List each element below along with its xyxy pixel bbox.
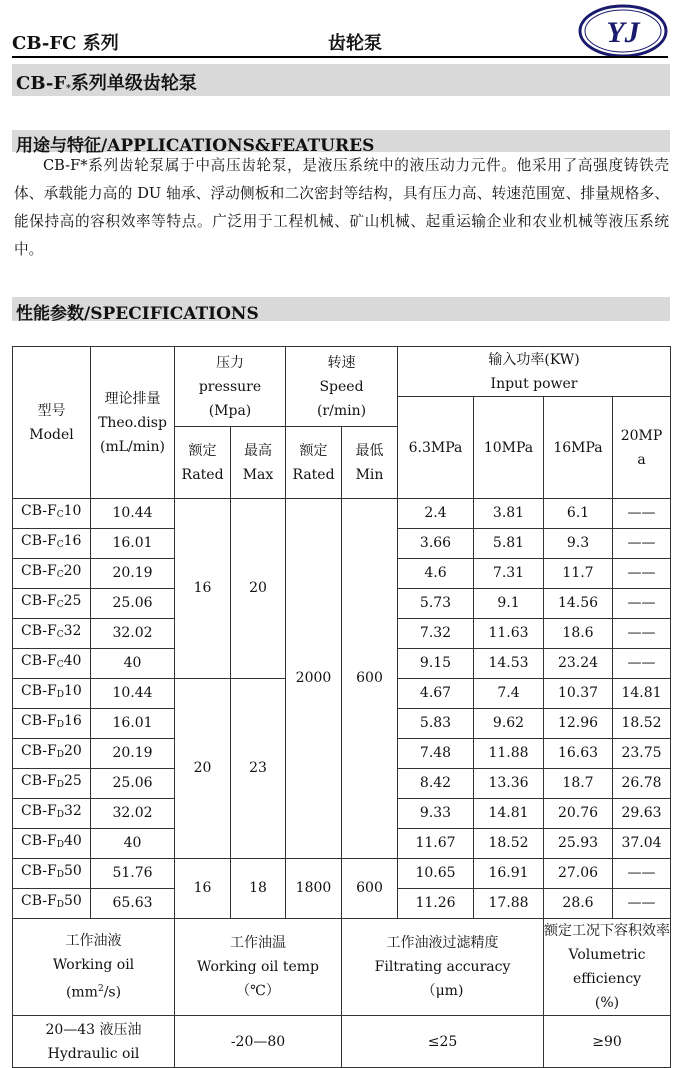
power-col-20: 20MP a xyxy=(613,397,671,499)
power-cell: 25.93 xyxy=(544,829,613,859)
power-cell: 9.62 xyxy=(474,709,544,739)
rated-pressure-cell: 16 xyxy=(175,859,231,919)
max-pressure-cell: 23 xyxy=(231,679,286,859)
model-cell: $CB-F_D50$ xyxy=(13,859,91,889)
disp-cell: 51.76 xyxy=(91,859,175,889)
power-cell: 5.81 xyxy=(474,529,544,559)
power-cell: —— xyxy=(613,529,671,559)
disp-cell: 20.19 xyxy=(91,739,175,769)
temp-value: -20—80 xyxy=(175,1016,342,1068)
model-cell: $CB-F_C20$ xyxy=(13,559,91,589)
model-cell: $CB-F_D16$ xyxy=(13,709,91,739)
logo-text: YJ xyxy=(606,16,640,49)
power-cell: 5.73 xyxy=(398,589,474,619)
power-cell: 11.88 xyxy=(474,739,544,769)
power-cell: 9.15 xyxy=(398,649,474,679)
power-cell: —— xyxy=(613,619,671,649)
power-cell: 18.6 xyxy=(544,619,613,649)
power-cell: 3.81 xyxy=(474,499,544,529)
title-band xyxy=(12,64,670,96)
efficiency-header: 额定工况下容积效率 Volumetric efficiency (%) xyxy=(544,919,671,1016)
table-row xyxy=(13,859,671,889)
power-cell: 3.66 xyxy=(398,529,474,559)
power-cell: 13.36 xyxy=(474,769,544,799)
max-pressure-cell: 18 xyxy=(231,859,286,919)
pressure-rated-header: 额定 Rated xyxy=(175,427,231,499)
power-cell: 11.7 xyxy=(544,559,613,589)
power-cell: 11.67 xyxy=(398,829,474,859)
power-cell: 4.67 xyxy=(398,679,474,709)
power-cell: 12.96 xyxy=(544,709,613,739)
disp-cell: 16.01 xyxy=(91,529,175,559)
power-cell: 9.3 xyxy=(544,529,613,559)
power-cell: 14.81 xyxy=(474,799,544,829)
disp-cell: 25.06 xyxy=(91,589,175,619)
power-cell: 7.31 xyxy=(474,559,544,589)
min-speed-cell: 600 xyxy=(342,859,398,919)
power-cell: 29.63 xyxy=(613,799,671,829)
model-cell: $CB-F_C25$ xyxy=(13,589,91,619)
disp-cell: 32.02 xyxy=(91,799,175,829)
specifications-heading: 性能参数/SPECIFICATIONS xyxy=(16,304,259,324)
power-cell: —— xyxy=(613,589,671,619)
power-cell: 2.4 xyxy=(398,499,474,529)
disp-cell: 40 xyxy=(91,649,175,679)
speed-rated-header: 额定 Rated xyxy=(286,427,342,499)
oil-value: 20—43 液压油 Hydraulic oil xyxy=(13,1016,175,1068)
speed-header: 转速 Speed (r/min) xyxy=(286,347,398,427)
power-cell: 7.48 xyxy=(398,739,474,769)
power-cell: 7.32 xyxy=(398,619,474,649)
power-cell: 11.63 xyxy=(474,619,544,649)
power-cell: 5.83 xyxy=(398,709,474,739)
power-cell: 7.4 xyxy=(474,679,544,709)
power-cell: 8.42 xyxy=(398,769,474,799)
power-cell: 23.75 xyxy=(613,739,671,769)
disp-cell: 25.06 xyxy=(91,769,175,799)
filter-header: 工作油液过滤精度 Filtrating accuracy （μm) xyxy=(342,919,544,1016)
header-rule xyxy=(12,56,668,58)
power-cell: —— xyxy=(613,889,671,919)
disp-cell: 40 xyxy=(91,829,175,859)
power-cell: 11.26 xyxy=(398,889,474,919)
power-cell: 27.06 xyxy=(544,859,613,889)
power-cell: 20.76 xyxy=(544,799,613,829)
power-col-16: 16MPa xyxy=(544,397,613,499)
company-logo xyxy=(578,3,668,59)
oil-header: 工作油液 Working oil $(mm^2/s)$ xyxy=(13,919,175,1016)
power-cell: 18.52 xyxy=(474,829,544,859)
power-cell: —— xyxy=(613,559,671,589)
speed-min-header: 最低 Min xyxy=(342,427,398,499)
page-title: $CB-F_*$系列单级齿轮泵 xyxy=(16,73,197,94)
power-cell: —— xyxy=(613,499,671,529)
disp-cell: 10.44 xyxy=(91,679,175,709)
power-header: 输入功率(KW) Input power xyxy=(398,347,671,397)
power-cell: —— xyxy=(613,859,671,889)
power-cell: 16.91 xyxy=(474,859,544,889)
power-cell: 16.63 xyxy=(544,739,613,769)
rated-pressure-cell: 16 xyxy=(175,499,231,679)
power-cell: 14.53 xyxy=(474,649,544,679)
model-header: 型号 Model xyxy=(13,347,91,499)
model-cell: $CB-F_D20$ xyxy=(13,739,91,769)
header-category: 齿轮泵 xyxy=(328,33,382,54)
power-cell: 18.7 xyxy=(544,769,613,799)
specifications-table xyxy=(12,346,671,1068)
model-cell: $CB-F_D32$ xyxy=(13,799,91,829)
specifications-band xyxy=(12,297,670,324)
disp-cell: 16.01 xyxy=(91,709,175,739)
power-cell: 14.56 xyxy=(544,589,613,619)
model-cell: $CB-F_C10$ xyxy=(13,499,91,529)
applications-text: CB-F*系列齿轮泵属于中高压齿轮泵，是液压系统中的液压动力元件。他采用了高强度铸铁壳体、承载能力高的 DU 轴承、浮动侧板和二次密封等结构，具有压力高、转速范围宽、排量规格多、能保持高的容积效率等特点。广泛用于工程机械、矿山机械、起重运输企业和农业机械等液压系统中。 xyxy=(14,157,669,258)
min-speed-cell: 600 xyxy=(342,499,398,859)
header-series: CB-FC 系列 xyxy=(12,33,119,54)
model-cell: $CB-F_C16$ xyxy=(13,529,91,559)
pressure-max-header: 最高 Max xyxy=(231,427,286,499)
power-cell: —— xyxy=(613,649,671,679)
rated-speed-cell: 1800 xyxy=(286,859,342,919)
model-cell: $CB-F_D50$ xyxy=(13,889,91,919)
disp-header: 理论排量 Theo.disp (mL/min) xyxy=(91,347,175,499)
model-cell: $CB-F_D40$ xyxy=(13,829,91,859)
disp-cell: 65.63 xyxy=(91,889,175,919)
applications-heading: 用途与特征/APPLICATIONS&FEATURES xyxy=(16,136,375,156)
power-cell: 17.88 xyxy=(474,889,544,919)
efficiency-value: ≥90 xyxy=(544,1016,671,1068)
model-cell: $CB-F_C32$ xyxy=(13,619,91,649)
power-cell: 26.78 xyxy=(613,769,671,799)
table-row xyxy=(13,499,671,529)
power-cell: 18.52 xyxy=(613,709,671,739)
power-cell: 28.6 xyxy=(544,889,613,919)
power-cell: 9.1 xyxy=(474,589,544,619)
applications-band xyxy=(12,130,670,156)
power-cell: 10.65 xyxy=(398,859,474,889)
pressure-header: 压力 pressure (Mpa) xyxy=(175,347,286,427)
filter-value: ≤25 xyxy=(342,1016,544,1068)
rated-pressure-cell: 20 xyxy=(175,679,231,859)
power-cell: 4.6 xyxy=(398,559,474,589)
rated-speed-cell: 2000 xyxy=(286,499,342,859)
power-cell: 37.04 xyxy=(613,829,671,859)
temp-header: 工作油温 Working oil temp （℃） xyxy=(175,919,342,1016)
max-pressure-cell: 20 xyxy=(231,499,286,679)
power-cell: 10.37 xyxy=(544,679,613,709)
disp-cell: 32.02 xyxy=(91,619,175,649)
power-cell: 23.24 xyxy=(544,649,613,679)
model-cell: $CB-F_D10$ xyxy=(13,679,91,709)
disp-cell: 10.44 xyxy=(91,499,175,529)
power-col-10: 10MPa xyxy=(474,397,544,499)
power-col-6.3: 6.3MPa xyxy=(398,397,474,499)
power-cell: 6.1 xyxy=(544,499,613,529)
disp-cell: 20.19 xyxy=(91,559,175,589)
model-cell: $CB-F_D25$ xyxy=(13,769,91,799)
power-cell: 9.33 xyxy=(398,799,474,829)
model-cell: $CB-F_C40$ xyxy=(13,649,91,679)
power-cell: 14.81 xyxy=(613,679,671,709)
